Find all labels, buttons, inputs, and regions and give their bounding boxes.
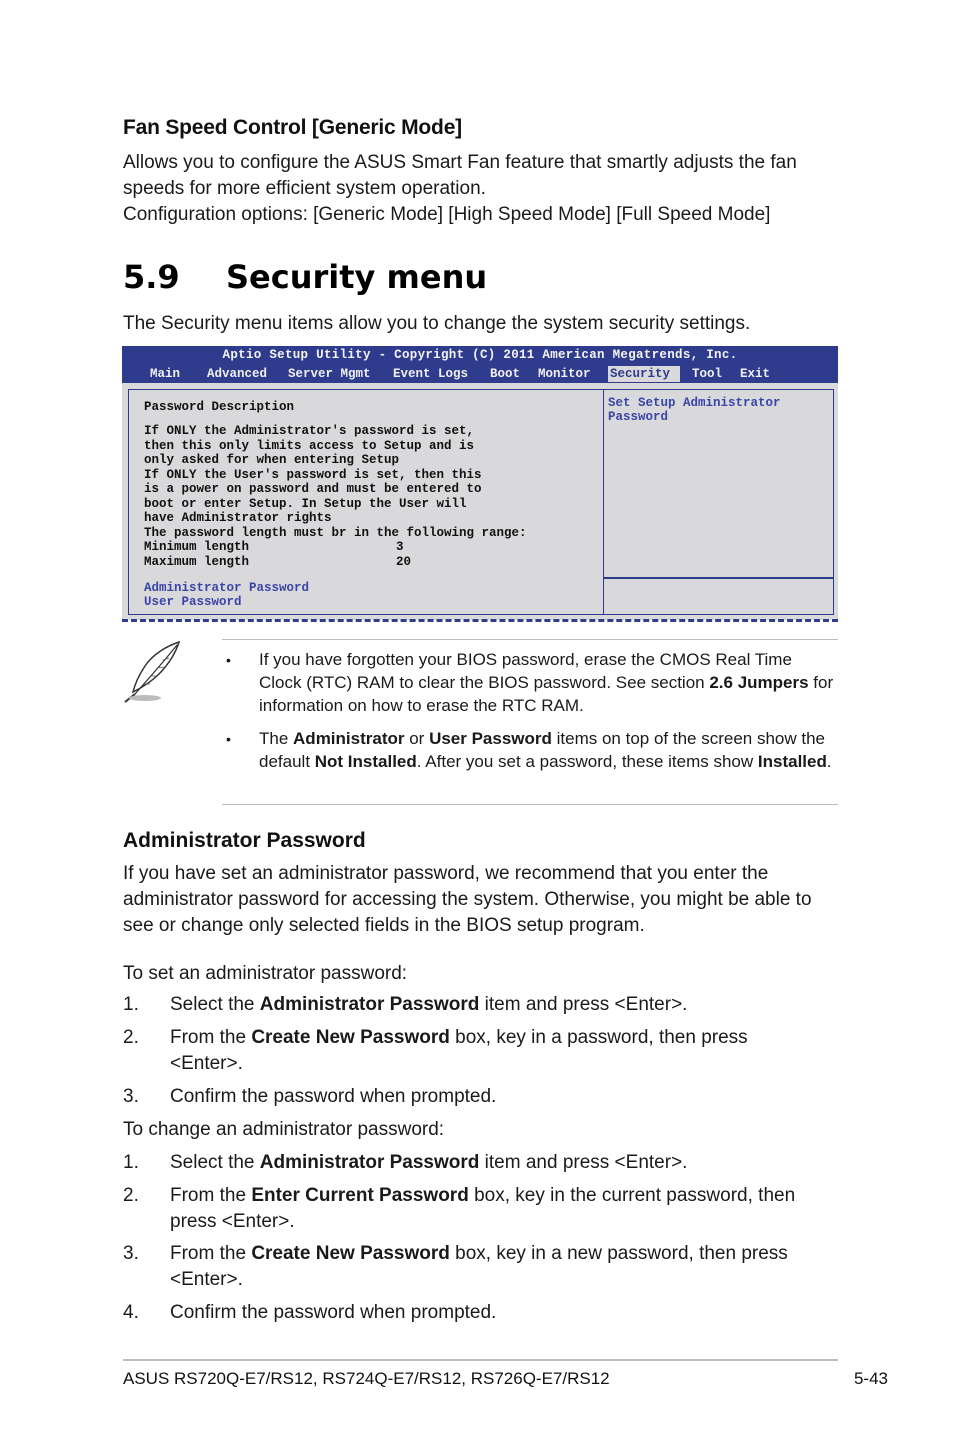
fan-speed-heading: Fan Speed Control [Generic Mode] [123,116,462,139]
tab-main[interactable]: Main [150,367,181,381]
help-panel-divider [604,577,833,579]
note-text: If you have forgotten your BIOS password, erase the CMOS Real Time Clock (RTC) RAM to clear the BIOS password. See section [259,650,792,692]
bios-screenshot [122,346,838,620]
bios-title: Aptio Setup Utility - Copyright (C) 2011 American Megatrends, Inc. [222,348,738,362]
password-description-title: Password Description [144,400,295,414]
max-length-label: Maximum length [144,554,250,569]
step-number: 1. [123,1152,139,1173]
note-text: . After you set a password, these items show [416,752,758,771]
note-bullet-1 [259,648,834,717]
help-text-line: Set Setup Administrator [608,396,781,410]
desc-line: boot or enter Setup. In Setup the User will [144,496,467,511]
bullet-marker: • [226,731,231,747]
note-text: The [259,729,294,748]
tab-exit[interactable]: Exit [740,367,771,381]
step-text: box, key in a password, then press <Enter>. [170,1027,748,1074]
step-bold: Create New Password [251,1027,450,1048]
note-bold: User Password [429,729,552,748]
step-number: 1. [123,994,139,1015]
set-step-3: Confirm the password when prompted. [170,1086,497,1107]
bios-main-panel [128,389,603,615]
step-number: 2. [123,1185,139,1206]
footer-model-text: ASUS RS720Q-E7/RS12, RS724Q-E7/RS12, RS726Q-E7/RS12 [123,1369,610,1388]
administrator-password-item[interactable]: Administrator Password [144,581,310,595]
note-bullet-2 [259,727,834,773]
fan-speed-options: Configuration options: [Generic Mode] [High Speed Mode] [Full Speed Mode] [123,204,771,225]
set-step-2 [170,1025,790,1077]
desc-line: is a power on password and must be entered to [144,482,482,496]
admin-password-heading: Administrator Password [123,829,366,852]
bios-help-panel [603,389,834,615]
section-number: 5.9 [123,258,180,296]
note-text: items on top of the screen show the default [259,729,826,771]
min-length-label: Minimum length [144,540,250,554]
step-bold: Create New Password [251,1243,450,1264]
step-number: 2. [123,1027,139,1048]
desc-line: only asked for when entering Setup [144,453,400,467]
desc-line: then this only limits access to Setup and is [144,438,475,453]
step-text: box, key in the current password, then press <Enter>. [170,1185,796,1232]
user-password-item[interactable]: User Password [144,595,242,609]
step-text: From the [170,1185,252,1206]
tab-event-logs[interactable]: Event Logs [393,367,469,381]
note-bold: Installed [757,752,827,771]
section-heading [123,258,487,296]
step-number: 3. [123,1243,139,1264]
set-password-steps [0,992,954,1112]
note-divider-bottom [222,804,838,805]
tab-advanced[interactable]: Advanced [207,367,268,381]
note-bold: Not Installed [314,752,417,771]
note-text: for information on how to erase the RTC RAM. [259,673,834,715]
note-link-jumpers: 2.6 Jumpers [709,673,809,692]
change-password-label: To change an administrator password: [123,1119,445,1140]
tab-boot[interactable]: Boot [490,367,521,381]
change-password-steps [0,1150,954,1330]
desc-line: If ONLY the User's password is set, then this [144,467,482,482]
step-number: 3. [123,1086,139,1107]
page-number: 5-43 [853,1369,888,1388]
step-text: From the [170,1243,252,1264]
note-text: or [404,729,430,748]
fan-speed-description: Allows you to configure the ASUS Smart Fan feature that smartly adjusts the fan speeds for more efficient system operation. [123,152,797,199]
step-text: Select the [170,1152,260,1173]
note-bold: Administrator [293,729,405,748]
max-length-value: 20 [396,554,412,569]
section-title: Security menu [226,258,488,296]
step-bold: Administrator Password [259,1152,480,1173]
desc-line: If ONLY the Administrator's password is set, [144,424,475,438]
desc-line: have Administrator rights [144,511,332,525]
help-text-line: Password [608,410,669,424]
tab-server-mgmt[interactable]: Server Mgmt [288,367,371,381]
tab-security[interactable]: Security [608,366,680,382]
feather-icon [123,640,185,704]
bios-header [122,346,838,383]
step-text: Select the [170,994,260,1015]
tab-monitor[interactable]: Monitor [538,367,591,381]
change-step-3 [170,1241,830,1293]
set-step-1 [170,992,830,1018]
set-password-label: To set an administrator password: [123,963,408,984]
step-text: box, key in a new password, then press <Enter>. [170,1243,788,1290]
change-step-4: Confirm the password when prompted. [170,1302,497,1323]
min-length-value: 3 [396,540,404,554]
step-text: item and press <Enter>. [479,1152,688,1173]
bios-bottom-border [122,619,838,622]
password-description-text [144,424,527,569]
change-step-1 [170,1150,830,1176]
step-bold: Enter Current Password [251,1185,469,1206]
tab-tool[interactable]: Tool [692,367,723,381]
bios-tab-bar [122,366,838,382]
step-bold: Administrator Password [259,994,480,1015]
desc-line: The password length must br in the following range: [144,525,527,540]
step-text: item and press <Enter>. [479,994,688,1015]
change-step-2 [170,1183,830,1235]
bullet-marker: • [226,652,231,668]
section-intro: The Security menu items allow you to change the system security settings. [123,313,751,334]
note-divider-top [222,639,838,640]
step-text: From the [170,1027,252,1048]
note-text: . [826,752,832,771]
admin-password-description: If you have set an administrator password, we recommend that you enter the administrator password for accessing the system. Otherwise, you might be able to see or change only selected fields in the BIOS setup program. [123,863,812,936]
step-number: 4. [123,1302,139,1323]
footer-divider [123,1359,838,1361]
